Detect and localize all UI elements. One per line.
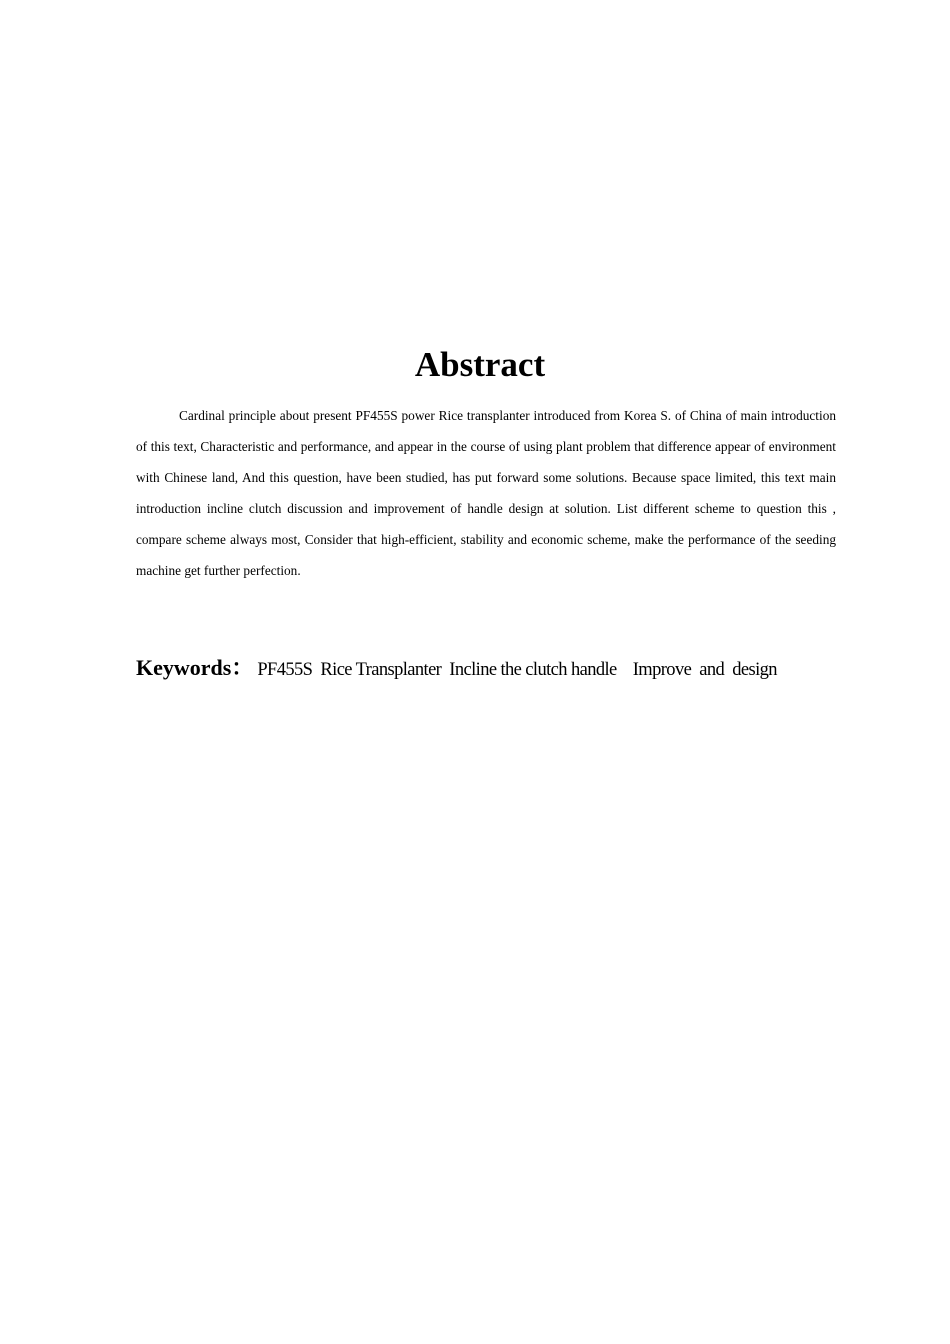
keywords-label: Keywords： xyxy=(136,655,254,680)
abstract-title: Abstract xyxy=(414,345,546,384)
keywords-line xyxy=(136,652,856,686)
keywords-text: PF455S Rice Transplanter Incline the clutch handle Improve and design xyxy=(253,660,777,680)
abstract-body: Cardinal principle about present PF455S power Rice transplanter introduced from Korea S. of China of main introduction of this text, Characteristic and performance, and appear in the course of using plant problem that difference appear of environment with Chinese land, And this question, have been studied, has put forward some solutions. Because space limited, this text main introduction incline clutch discussion and improvement of handle design at solution. List different scheme to question this , compare scheme always most, Consider that high-efficient, stability and economic scheme, make the performance of the seeding machine get further perfection. xyxy=(136,408,836,578)
